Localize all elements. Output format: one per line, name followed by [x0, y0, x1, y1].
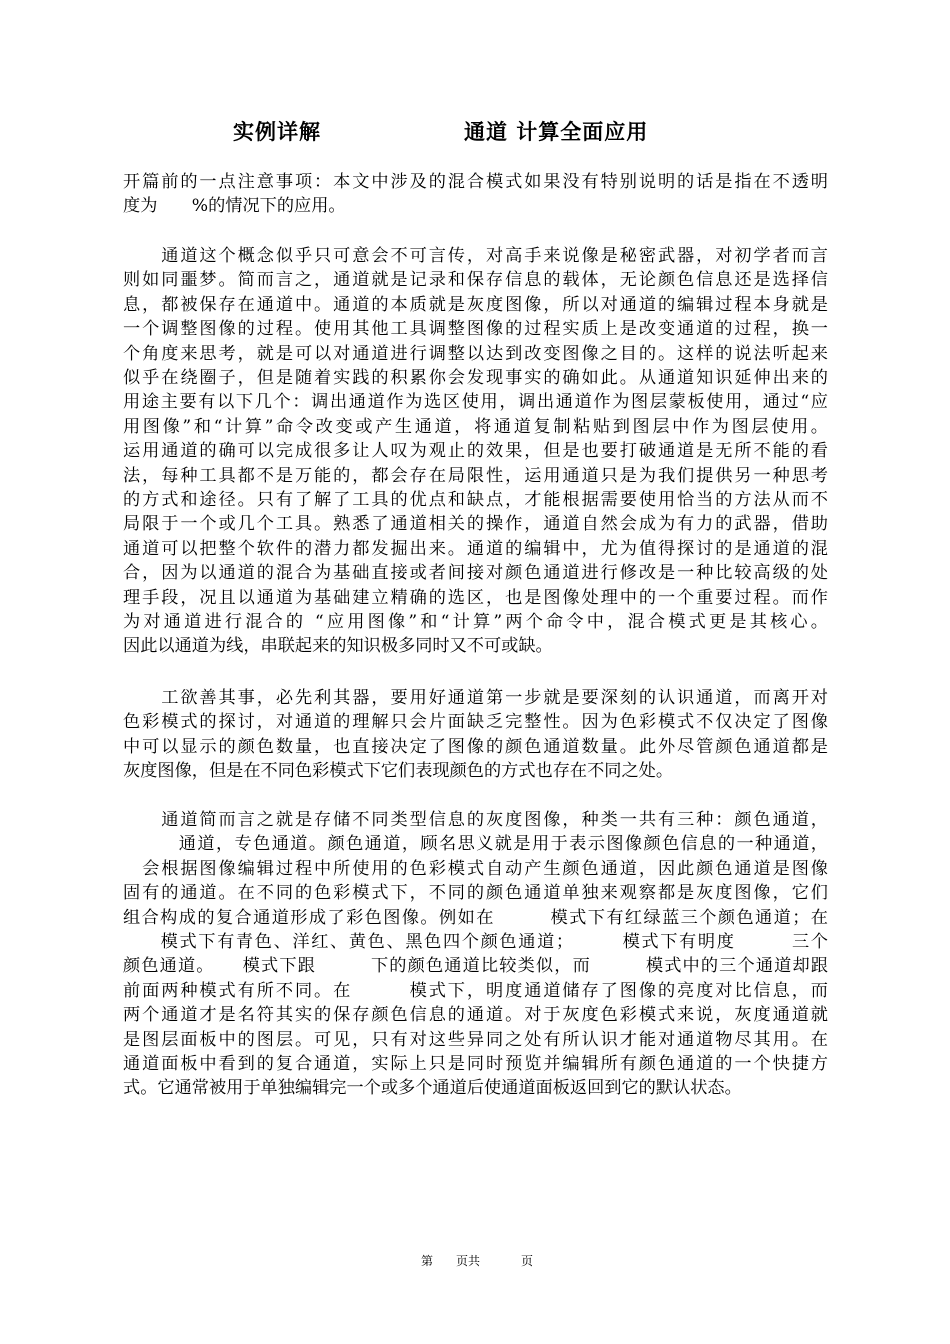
- paragraph-line: 模式下有青色、洋红、黄色、黑色四个颜色通道； 模式下有明度 三个: [123, 932, 828, 952]
- paragraph-line: 通道面板中看到的复合通道，实际上只是同时预览并编辑所有颜色通道的一个快捷方: [123, 1054, 828, 1074]
- footer-page-prefix: 第: [421, 1254, 434, 1268]
- page-title-right: 通道 计算全面应用: [464, 120, 649, 144]
- paragraph-line: 一个调整图像的过程。使用其他工具调整图像的过程实质上是改变通道的过程，换一: [123, 319, 828, 340]
- paragraph-line: 固有的通道。在不同的色彩模式下，不同的颜色通道单独来观察都是灰度图像，它们: [123, 883, 828, 904]
- paragraph-line: 会根据图像编辑过程中所使用的色彩模式自动产生颜色通道，因此颜色通道是图像: [123, 858, 828, 879]
- paragraph-line: 理手段，况且以通道为基础建立精确的选区，也是图像处理中的一个重要过程。而作: [123, 587, 828, 608]
- paragraph-line: 法，每种工具都不是万能的，都会存在局限性，运用通道只是为我们提供另一种思考: [123, 465, 828, 486]
- footer-page-suffix: 页: [521, 1254, 534, 1268]
- paragraph-line: 式。它通常被用于单独编辑完一个或多个通道后使通道面板返回到它的默认状态。: [123, 1078, 742, 1099]
- paragraph-line: 是图层面板中的图层。可见，只有对这些异同之处有所认识才能对通道物尽其用。在: [123, 1029, 828, 1050]
- paragraph-line: 两个通道才是名符其实的保存颜色信息的通道。对于灰度色彩模式来说，灰度通道就: [123, 1005, 828, 1026]
- paragraph-line: 运用通道的确可以完成很多让人叹为观止的效果，但是也要打破通道是无所不能的看: [123, 441, 828, 462]
- paragraph-line: 因此以通道为线，串联起来的知识极多同时又不可或缺。: [123, 636, 553, 657]
- paragraph-line: 合，因为以通道的混合为基础直接或者间接对颜色通道进行修改是一种比较高级的处: [123, 563, 828, 584]
- paragraph-line: 前面两种模式有所不同。在 模式下，明度通道储存了图像的亮度对比信息，而: [123, 980, 828, 1001]
- paragraph-line: 工欲善其事，必先利其器，要用好通道第一步就是要深刻的认识通道，而离开对: [123, 688, 828, 708]
- paragraph-line: 中可以显示的颜色数量，也直接决定了图像的颜色通道数量。此外尽管颜色通道都是: [123, 736, 828, 757]
- paragraph-line: 个角度来思考，就是可以对通道进行调整以达到改变图像之目的。这样的说法听起来: [123, 343, 828, 364]
- paragraph-line: 度为 %的情况下的应用。: [123, 196, 346, 217]
- footer-page-middle: 页共: [456, 1254, 481, 1268]
- paragraph-line: 则如同噩梦。简而言之，通道就是记录和保存信息的载体，无论颜色信息还是选择信: [123, 270, 828, 291]
- paragraph-line: 灰度图像，但是在不同色彩模式下它们表现颜色的方式也存在不同之处。: [123, 761, 674, 782]
- paragraph-line: 色彩模式的探讨，对通道的理解只会片面缺乏完整性。因为色彩模式不仅决定了图像: [123, 712, 828, 733]
- paragraph-line: 似乎在绕圈子，但是随着实践的积累你会发现事实的确如此。从通道知识延伸出来的: [123, 368, 828, 388]
- paragraph-line: 息，都被保存在通道中。通道的本质就是灰度图像，所以对通道的编辑过程本身就是: [123, 294, 828, 315]
- paragraph-line: 颜色通道。 模式下跟 下的颜色通道比较类似，而 模式中的三个通道却跟: [123, 956, 828, 977]
- paragraph-line: 局限于一个或几个工具。熟悉了通道相关的操作，通道自然会成为有力的武器，借助: [123, 514, 828, 535]
- paragraph-line: 组合构成的复合通道形成了彩色图像。例如在 模式下有红绿蓝三个颜色通道；在: [123, 907, 828, 928]
- page-title-left: 实例详解: [233, 120, 321, 144]
- paragraph-line: 通道简而言之就是存储不同类型信息的灰度图像，种类一共有三种：颜色通道，: [123, 810, 828, 830]
- paragraph-line: 用图像”和“计算”命令改变或产生通道，将通道复制粘贴到图层中作为图层使用。: [123, 416, 828, 437]
- paragraph-line: 通道这个概念似乎只可意会不可言传，对高手来说像是秘密武器，对初学者而言: [123, 246, 828, 266]
- paragraph-line: 的方式和途径。只有了解了工具的优点和缺点，才能根据需要使用恰当的方法从而不: [123, 490, 828, 510]
- paragraph-line: 用途主要有以下几个：调出通道作为选区使用，调出通道作为图层蒙板使用，通过“应: [123, 392, 828, 413]
- paragraph-line: 为对通道进行混合的 “应用图像”和“计算”两个命令中，混合模式更是其核心。: [123, 612, 828, 632]
- paragraph-line: 通道可以把整个软件的潜力都发掘出来。通道的编辑中，尤为值得探讨的是通道的混: [123, 538, 828, 559]
- paragraph-line: 通道，专色通道。颜色通道，顾名思义就是用于表示图像颜色信息的一种通道，: [123, 834, 828, 855]
- paragraph-line: 开篇前的一点注意事项：本文中涉及的混合模式如果没有特别说明的话是指在不透明: [123, 172, 828, 192]
